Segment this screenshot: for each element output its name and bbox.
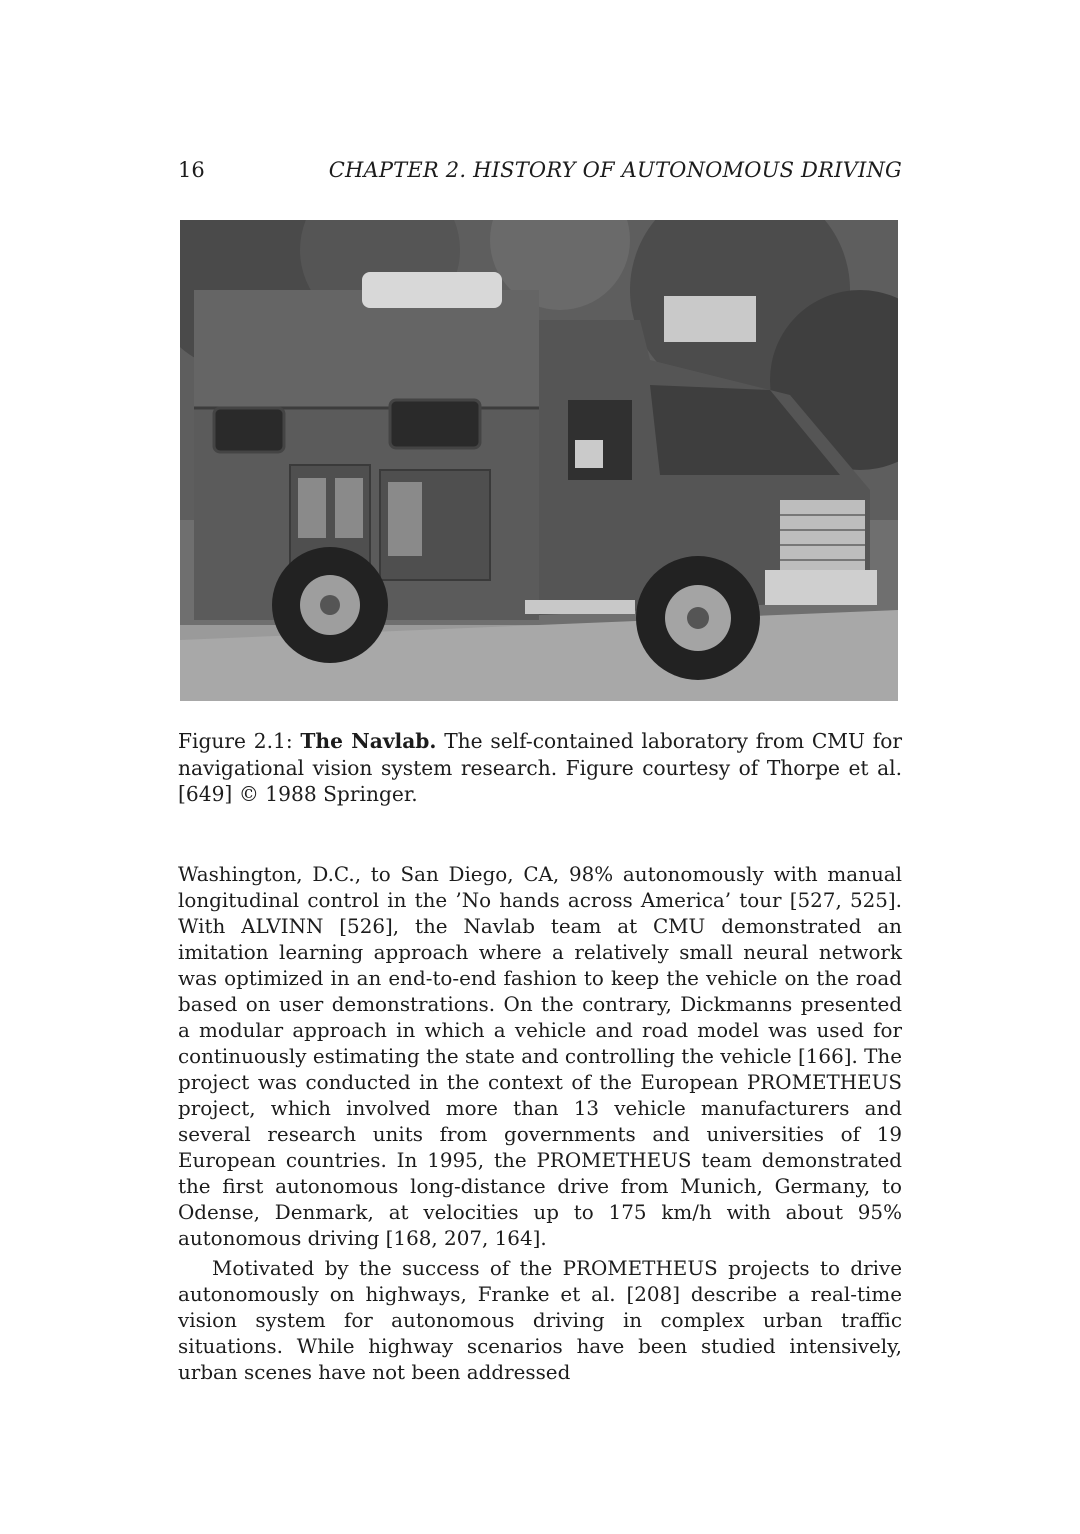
figure-title: The Navlab. xyxy=(300,729,437,753)
page-number: 16 xyxy=(178,158,205,182)
navlab-photo xyxy=(180,220,898,701)
paragraph: Washington, D.C., to San Diego, CA, 98% autonomously with manual longitudinal control in the ’No hands across America’ tour [527, 525]. With ALVINN [526], the Navlab team at CMU demonstrated an imitation learning approach where a relatively small neural network was optimized in an end-to-end fashion to keep the vehicle on the road based on user demonstrations. On the contrary, Dickmanns presented a modular approach in which a vehicle and road model was used for continuously estimating the state and controlling the vehicle [166]. The project was conducted in the context of the European PROMETHEUS project, which involved more than 13 vehicle manufacturers and several research units from governments and universities of 19 European countries. In 1995, the PROMETHEUS team demonstrated the first autonomous long-distance drive from Munich, Germany, to Odense, Denmark, at velocities up to 175 km/h with about 95% autonomous driving [168, 207, 164]. xyxy=(178,863,902,1250)
figure-caption-text: The self-contained laboratory from CMU for navigational vision system research. Figure courtesy of Thorpe et al. [649] © 1988 Springer. xyxy=(178,729,902,806)
figure-caption xyxy=(178,728,902,808)
paragraph: Motivated by the success of the PROMETHEUS projects to drive autonomously on highways, Franke et al. [208] describe a real-time vision system for autonomous driving in complex urban traffic situations. While highway scenarios have been studied intensively, urban scenes have not been addressed xyxy=(178,1257,902,1384)
running-head: CHAPTER 2. HISTORY OF AUTONOMOUS DRIVING xyxy=(328,158,902,182)
body-text xyxy=(178,862,902,1386)
figure-label: Figure 2.1: xyxy=(178,729,293,753)
